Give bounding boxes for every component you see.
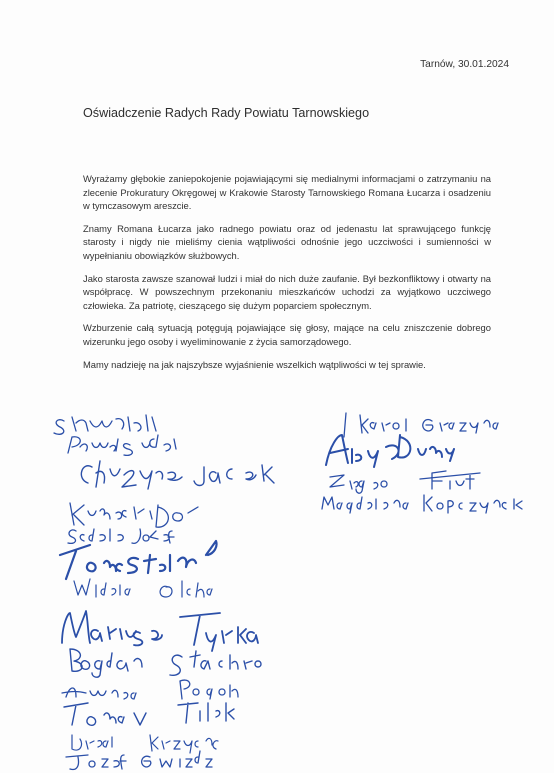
paragraph: Jako starosta zawsze szanował ludzi i miał do nich duże zaufanie. Był bezkonfliktowy i otwarty na współpracę. W powszechnym przekonaniu mieszkańców uchodzi za wyjątkowo uczciwego człowieka. Za patriotę, cieszącego się dużym poparciem społecznym. — [83, 272, 491, 311]
handwritten-signatures — [0, 395, 554, 773]
document-body — [83, 172, 491, 380]
paragraph: Znamy Romana Łucarza jako radnego powiatu oraz od jedenastu lat sprawującego funkcję starosty i nigdy nie mieliśmy cienia wątpliwości odnośnie jego uczciwości i sumienności w wypełnianiu obowiązków służbowych. — [83, 222, 491, 261]
paragraph: Wyrażamy głębokie zaniepokojenie pojawiającymi się medialnymi informacjami o zatrzymaniu na zlecenie Prokuratury Okręgowej w Krakowie Starosty Tarnowskiego Romana Łucarza i osadzeniu w tymczasowym areszcie. — [83, 173, 491, 212]
document-title: Oświadczenie Radych Rady Powiatu Tarnowskiego — [83, 106, 370, 120]
document-date: Tarnów, 30.01.2024 — [420, 59, 509, 70]
signatures-area — [0, 395, 554, 773]
paragraph: Wzburzenie całą sytuacją potęgują pojawiające się głosy, mające na celu zniszczenie dobrego wizerunku jego osoby i wyeliminowanie z życia samorządowego. — [83, 322, 491, 347]
paragraph: Mamy nadzieję na jak najszybsze wyjaśnienie wszelkich wątpliwości w tej sprawie. — [83, 358, 426, 370]
